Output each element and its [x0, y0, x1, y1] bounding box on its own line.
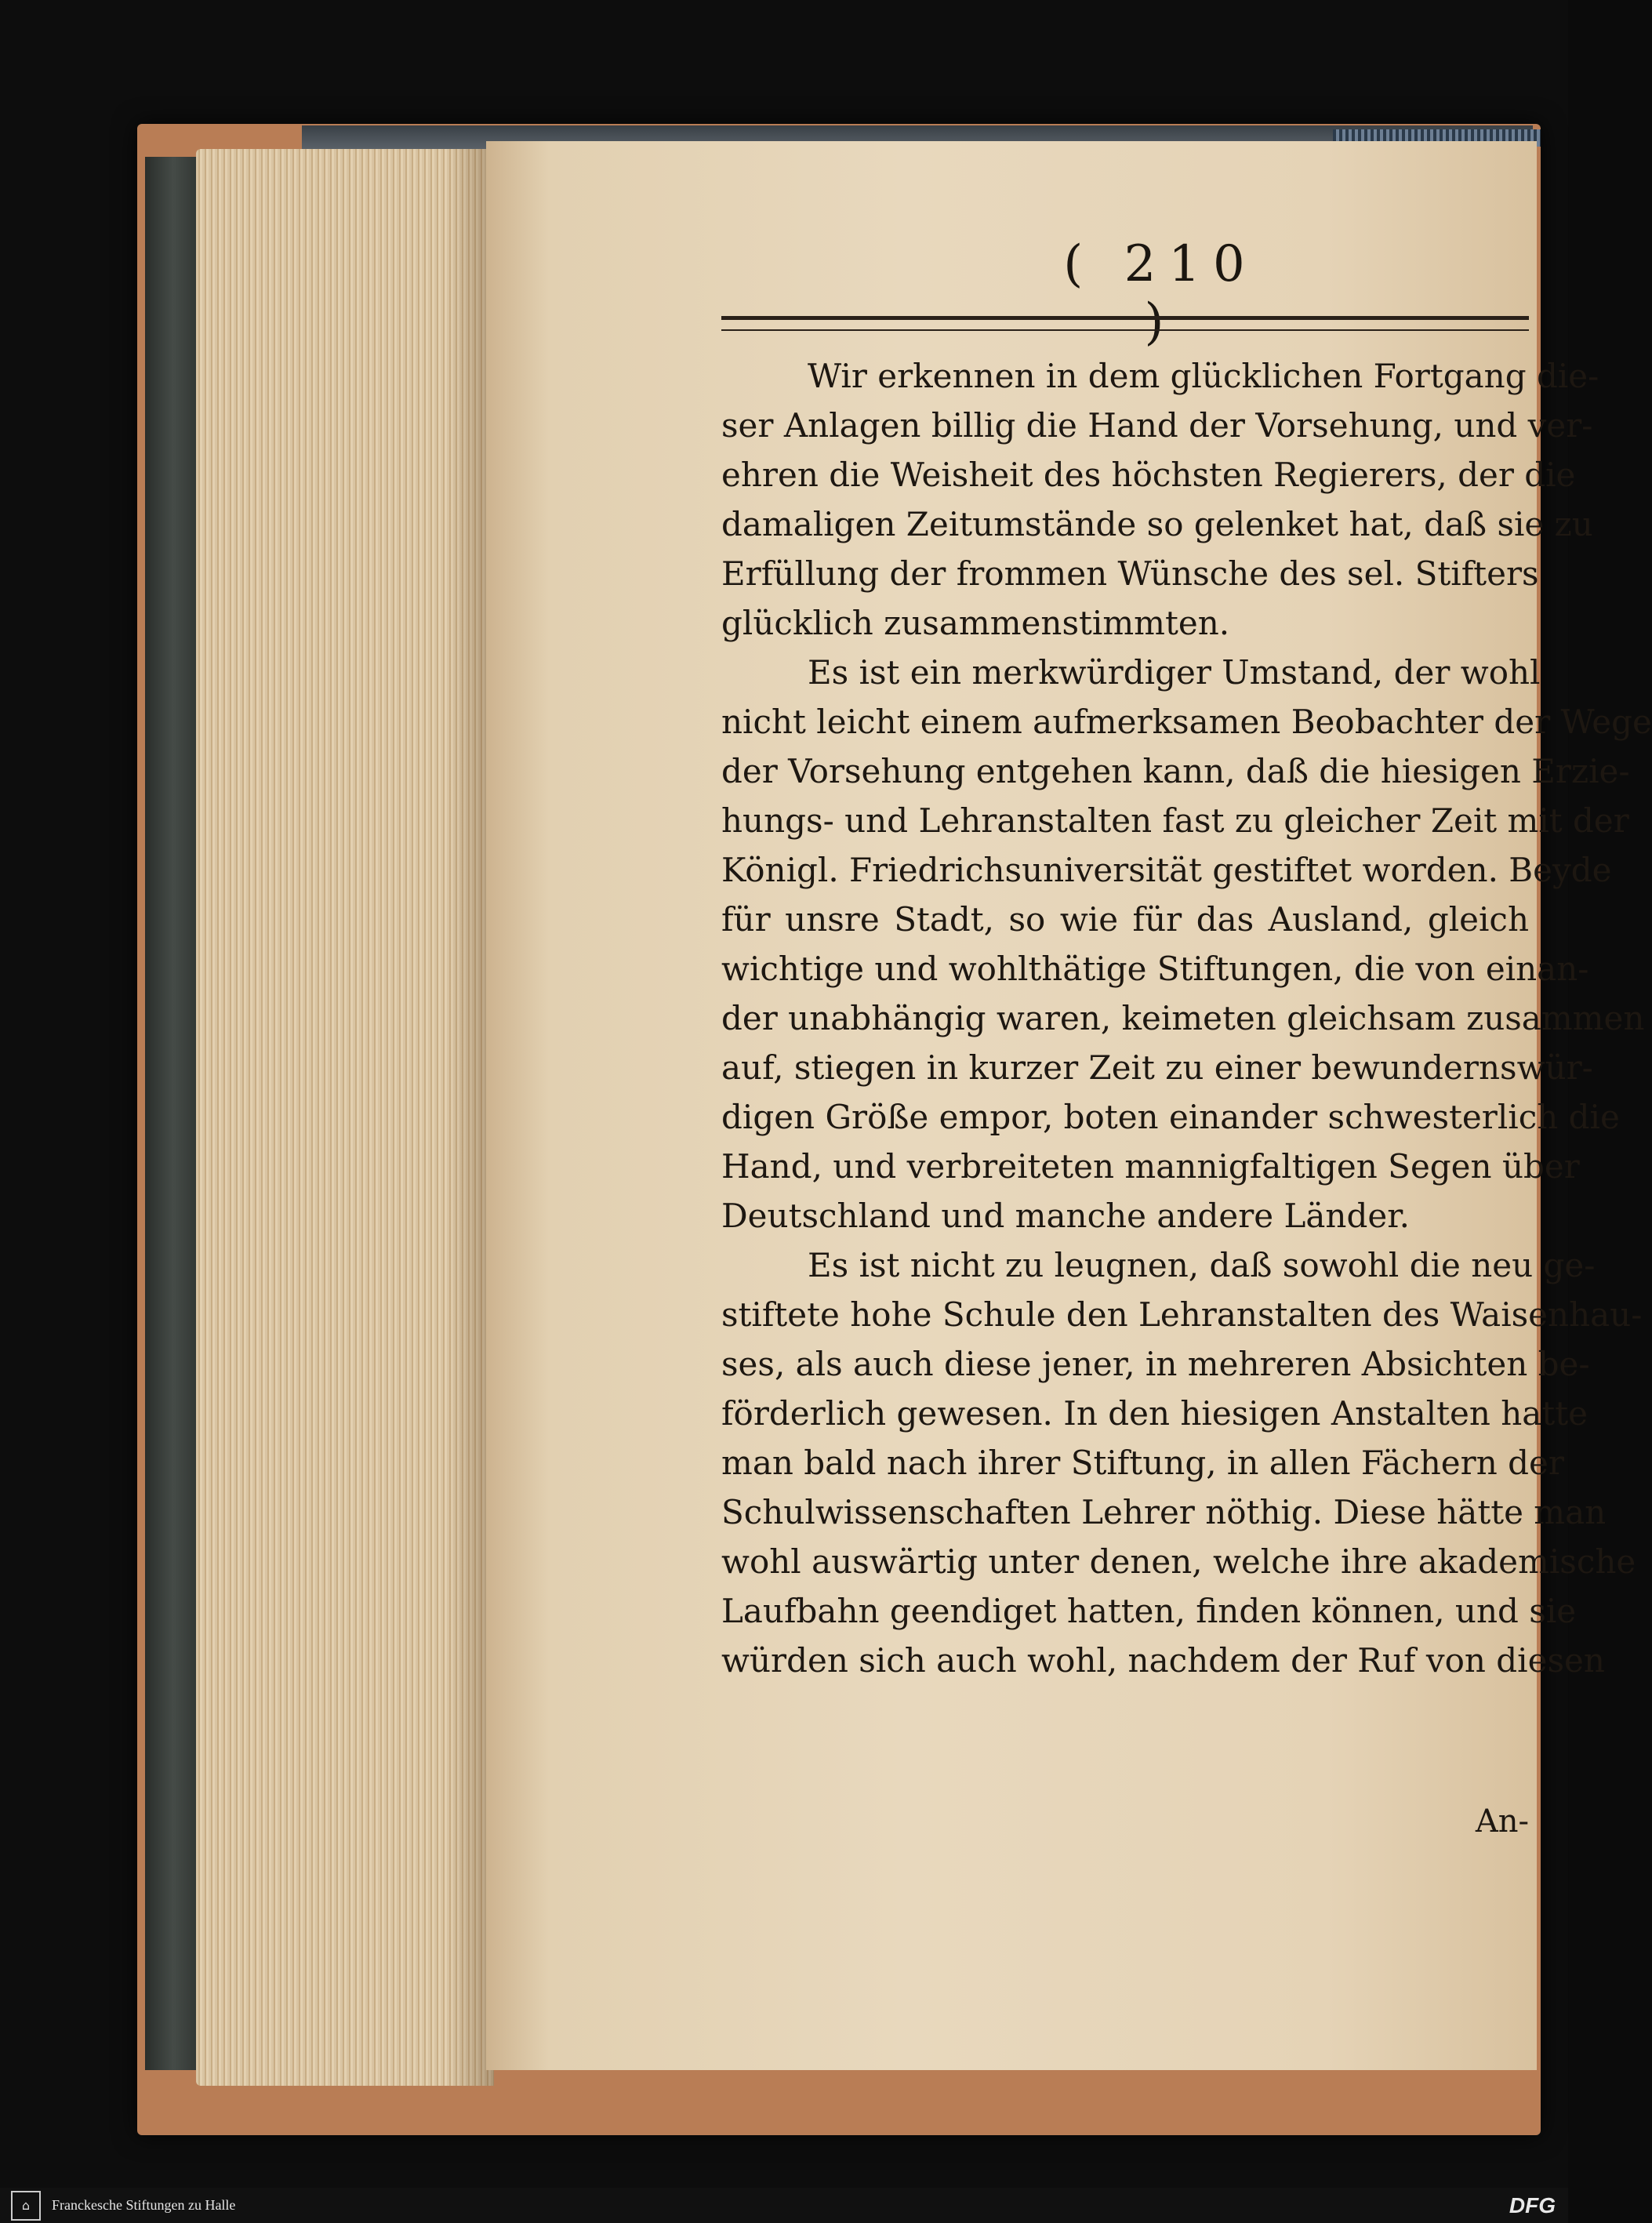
text-line: würden sich auch wohl, nachdem der Ruf von diesen	[721, 1641, 1605, 1680]
text-line: ehren die Weisheit des höchsten Regierers, der die	[721, 456, 1576, 494]
text-line: wichtige und wohlthätige Stiftungen, die von einan-	[721, 950, 1589, 988]
text-line: Es ist nicht zu leugnen, daß sowohl die neu ge-	[808, 1246, 1596, 1284]
text-line: digen Größe empor, boten einander schwesterlich die	[721, 1098, 1620, 1136]
text-line: der Vorsehung entgehen kann, daß die hiesigen Erzie-	[721, 752, 1630, 790]
header-rule	[721, 316, 1529, 331]
footer-bar	[0, 2188, 1568, 2223]
page-number: ( 210 )	[1063, 235, 1258, 351]
text-line: ser Anlagen billig die Hand der Vorsehung, und ver-	[721, 406, 1593, 445]
text-line: Wir erkennen in dem glücklichen Fortgang die-	[808, 357, 1599, 395]
text-line: Hand, und verbreiteten mannigfaltigen Segen über	[721, 1147, 1580, 1186]
dfg-logo: DFG	[1509, 2193, 1556, 2218]
institution-logo-icon: ⌂	[11, 2191, 41, 2221]
page-text	[721, 351, 1652, 1685]
text-line: hungs- und Lehranstalten fast zu gleicher Zeit mit der	[721, 801, 1629, 840]
text-line: glücklich zusammenstimmten.	[721, 604, 1230, 642]
text-line: der unabhängig waren, keimeten gleichsam zusammen	[721, 999, 1645, 1037]
text-line: Deutschland und manche andere Länder.	[721, 1197, 1411, 1235]
text-line: damaligen Zeitumstände so gelenket hat, daß sie zu	[721, 505, 1593, 543]
catchword: An-	[1475, 1803, 1529, 1840]
text-line: Laufbahn geendiget hatten, finden können, und sie	[721, 1592, 1577, 1630]
text-line: Es ist ein merkwürdiger Umstand, der wohl	[808, 653, 1541, 692]
text-line: wohl auswärtig unter denen, welche ihre akademische	[721, 1542, 1636, 1581]
text-line: Königl. Friedrichsuniversität gestiftet worden. Beyde	[721, 851, 1612, 889]
text-line: nicht leicht einem aufmerksamen Beobachter der Wege	[721, 703, 1652, 741]
text-line: auf, stiegen in kurzer Zeit zu einer bewundernswür-	[721, 1048, 1593, 1087]
text-line: man bald nach ihrer Stiftung, in allen Fächern der	[721, 1444, 1564, 1482]
text-line: Erfüllung der frommen Wünsche des sel. Stifters	[721, 554, 1539, 593]
text-line: ses, als auch diese jener, in mehreren Absichten be-	[721, 1345, 1590, 1383]
text-line: stiftete hohe Schule den Lehranstalten des Waisenhau-	[721, 1295, 1643, 1334]
text-line: für unsre Stadt, so wie für das Ausland, gleich	[721, 900, 1529, 939]
text-line: Schulwissenschaften Lehrer nöthig. Diese hätte man	[721, 1493, 1607, 1531]
text-line: förderlich gewesen. In den hiesigen Anstalten hatte	[721, 1394, 1588, 1433]
page-stack-edge	[196, 149, 494, 2086]
institution-name: Franckesche Stiftungen zu Halle	[52, 2197, 236, 2213]
